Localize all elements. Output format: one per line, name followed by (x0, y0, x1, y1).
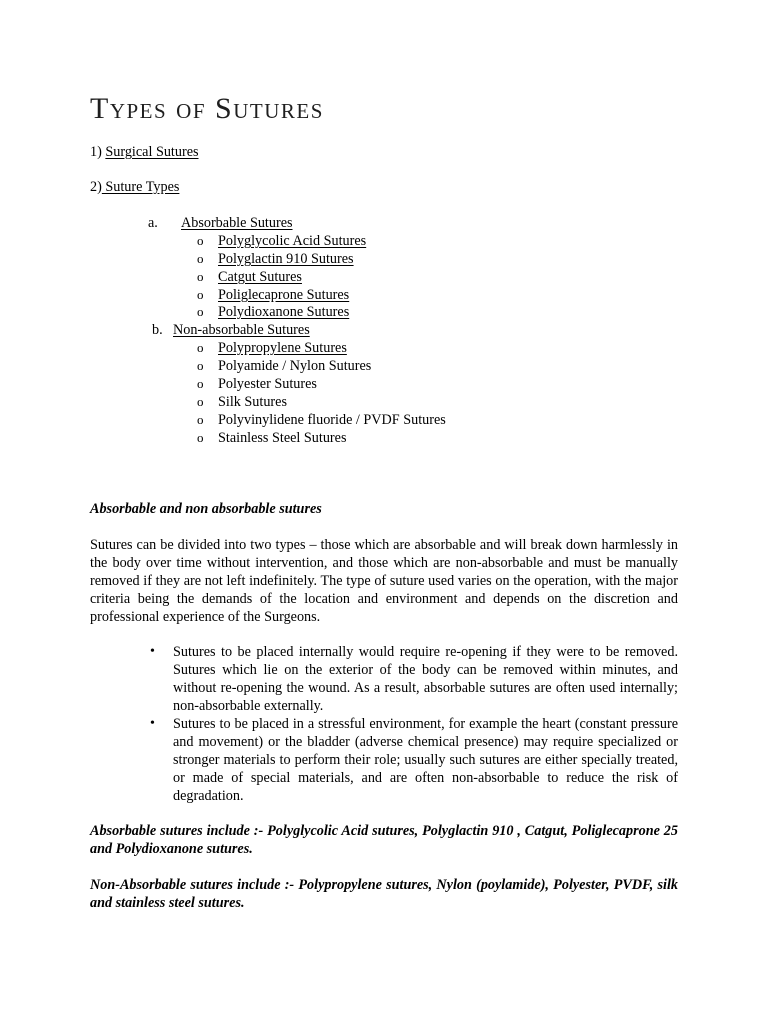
circle-bullet-icon: o (197, 251, 204, 266)
circle-bullet-icon: o (197, 340, 204, 355)
bullet-item: • Sutures to be placed in a stressful environment, for example the heart (constant pressure and movement) or the bladder (adverse chemical presence) may require specialized or stronger materials to perform their role; usually such sutures are either specially treated, or made of special materials, and are often non-absorbable to reduce the risk of degradation. (150, 715, 678, 805)
link-poliglecaprone-sutures[interactable]: Poliglecaprone Sutures (218, 287, 350, 303)
list-item-label: Stainless Steel Sutures (218, 430, 347, 446)
circle-bullet-icon: o (197, 376, 204, 391)
list-item-label: Polyamide / Nylon Sutures (218, 358, 372, 374)
circle-bullet-icon: o (197, 412, 204, 427)
page-title: Types of Sutures (90, 92, 324, 125)
group-link-non-absorbable-sutures[interactable]: Non-absorbable Sutures (173, 322, 310, 338)
section-heading: Absorbable and non absorbable sutures (90, 501, 322, 517)
toc-link-suture-types[interactable]: Suture Types (101, 179, 180, 195)
toc-item-number: 1) (90, 144, 106, 160)
group-link-absorbable-sutures[interactable]: Absorbable Sutures (181, 215, 293, 231)
toc-item-number: 2) (90, 179, 102, 195)
link-catgut-sutures[interactable]: Catgut Sutures (218, 269, 302, 285)
link-polyglactin-910-sutures[interactable]: Polyglactin 910 Sutures (218, 251, 354, 267)
link-polydioxanone-sutures[interactable]: Polydioxanone Sutures (218, 304, 350, 320)
circle-bullet-icon: o (197, 430, 204, 445)
toc-item-surgical-sutures (90, 143, 199, 161)
list-item-label: Polyvinylidene fluoride / PVDF Sutures (218, 412, 446, 428)
list-item-label: Silk Sutures (218, 394, 287, 410)
list-item-label: Polyester Sutures (218, 376, 317, 392)
circle-bullet-icon: o (197, 287, 204, 302)
link-polyglycolic-acid-sutures[interactable]: Polyglycolic Acid Sutures (218, 233, 367, 249)
group-marker-b: b. (152, 322, 163, 338)
circle-bullet-icon: o (197, 358, 204, 373)
intro-paragraph: Sutures can be divided into two types – those which are absorbable and will break down harmlessly in the body over time without intervention, and those which are non-absorbable and must be manually removed if they are not left indefinitely. The type of suture used varies on the operation, with the major criteria being the demands of the location and environment and depends on the discretion and professional experience of the Surgeons. (90, 537, 678, 625)
nonabsorbable-summary: Non-Absorbable sutures include :- Polypropylene sutures, Nylon (poylamide), Polyester, PVDF, silk and stainless steel sutures. (90, 877, 678, 911)
circle-bullet-icon: o (197, 269, 204, 284)
bullet-list (150, 643, 678, 805)
toc-item-suture-types (90, 178, 179, 196)
group-marker-a: a. (148, 215, 158, 231)
circle-bullet-icon: o (197, 233, 204, 248)
absorbable-summary: Absorbable sutures include :- Polyglycolic Acid sutures, Polyglactin 910 , Catgut, Poliglecaprone 25 and Polydioxanone sutures. (90, 823, 678, 857)
toc-link-surgical-sutures[interactable]: Surgical Sutures (105, 144, 199, 160)
circle-bullet-icon: o (197, 304, 204, 319)
bullet-item: • Sutures to be placed internally would require re-opening if they were to be removed. Sutures which lie on the exterior of the body can be removed within minutes, and without re-opening the wound. As a result, absorbable sutures are often used internally; non-absorbable externally. (150, 643, 678, 715)
circle-bullet-icon: o (197, 394, 204, 409)
link-polypropylene-sutures[interactable]: Polypropylene Sutures (218, 340, 347, 356)
